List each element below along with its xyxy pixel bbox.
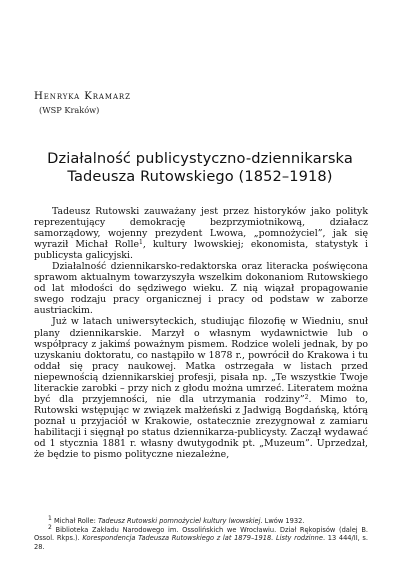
paragraph	[34, 206, 368, 261]
footnotes	[34, 517, 368, 552]
footnote-text-end: . 13 444/II, s. 28.	[34, 534, 369, 552]
footnote-text-end: . Lwów 1932.	[260, 517, 305, 525]
paragraph	[34, 316, 368, 460]
footnote	[34, 523, 369, 552]
footnote-mark: 1	[48, 515, 52, 522]
footnote-text: Michał Rolle:	[53, 517, 98, 525]
author-affiliation: (WSP Kraków)	[39, 105, 100, 115]
article-body	[34, 206, 368, 460]
paragraph-text: Już w latach uniwersyteckich, studiując filozofię w Wiedniu, snuł plany dziennikarskie. Marzył o własnym wydawnictwie lub o współpracy z jakimś poważnym pismem. Rodzice woleli jednak, by po uzyskaniu doktoratu, co nastąpiło w 1878 r., powrócił do Krakowa i tu oddał się pracy naukowej. Matka ostrzegała w listach przed niepewnością dziennikarskiej profesji, pisała np. „Te wszystkie Twoje literackie zarobki – przy nich z głodu można umrzeć. Literatem można być dla przyjemności, nie dla utrzymania rodziny”	[34, 316, 368, 405]
footnote-ref: 2	[304, 393, 309, 401]
footnote-title: Tadeusz Rutowski pomnożyciel kultury lwowskiej	[97, 517, 261, 525]
paragraph-text-cont: . Mimo to, Rutowski wstępując w związek małżeński z Jadwigą Bogdańską, którą poznał u przyjaciół w Krakowie, ostatecznie zrezygnował z zamiaru habilitacji i sięgnął po status dziennikarza-publicysty. Zaczął wydawać od 1 stycznia 1881 r. własny dwutygodnik pt. „Muzeum”. Uprzedzał, że będzie to pismo polityczne niezależne,	[34, 393, 368, 461]
author-name: Henryka Kramarz	[34, 91, 131, 102]
paragraph-text: Działalność dziennikarsko-redaktorska oraz literacka poświęcona sprawom aktualnym towarzyszyła wszelkim dokonaniom Rutowskiego od lat młodości do sędziwego wieku. Z nią wiązał propagowanie swego rodzaju pracy organicznej i pracy od podstaw w zaborze austriackim.	[34, 261, 368, 317]
footnote	[34, 517, 368, 526]
paragraph-text: Tadeusz Rutowski zauważany jest przez historyków jako polityk reprezentujący demokrację bezprzymiotnikową, działacz samorządowy, wojenny prezydent Lwowa, „pomnożyciel”, jak się wyraził Michał Rolle	[34, 206, 368, 251]
footnote-text: Biblioteka Zakładu Narodowego im. Ossolińskich we Wrocławiu. Dział Rękopisów (dalej B. Ossol. Rkps.).	[34, 525, 368, 543]
article-title-line-2: Tadeusza Rutowskiego (1852–1918)	[67, 168, 333, 185]
footnote-mark: 2	[48, 523, 52, 531]
paragraph	[34, 261, 368, 316]
paragraph-text-cont: , kultury lwowskiej; ekonomista, statystyk i publicysta galicyjski.	[34, 239, 368, 262]
footnote-title: Korespondencja Tadeusza Rutowskiego z lat 1879–1918. Listy rodzinne	[82, 534, 323, 543]
footnote-ref: 1	[138, 239, 143, 247]
article-title-line-1: Działalność publicystyczno-dziennikarska	[47, 150, 353, 167]
